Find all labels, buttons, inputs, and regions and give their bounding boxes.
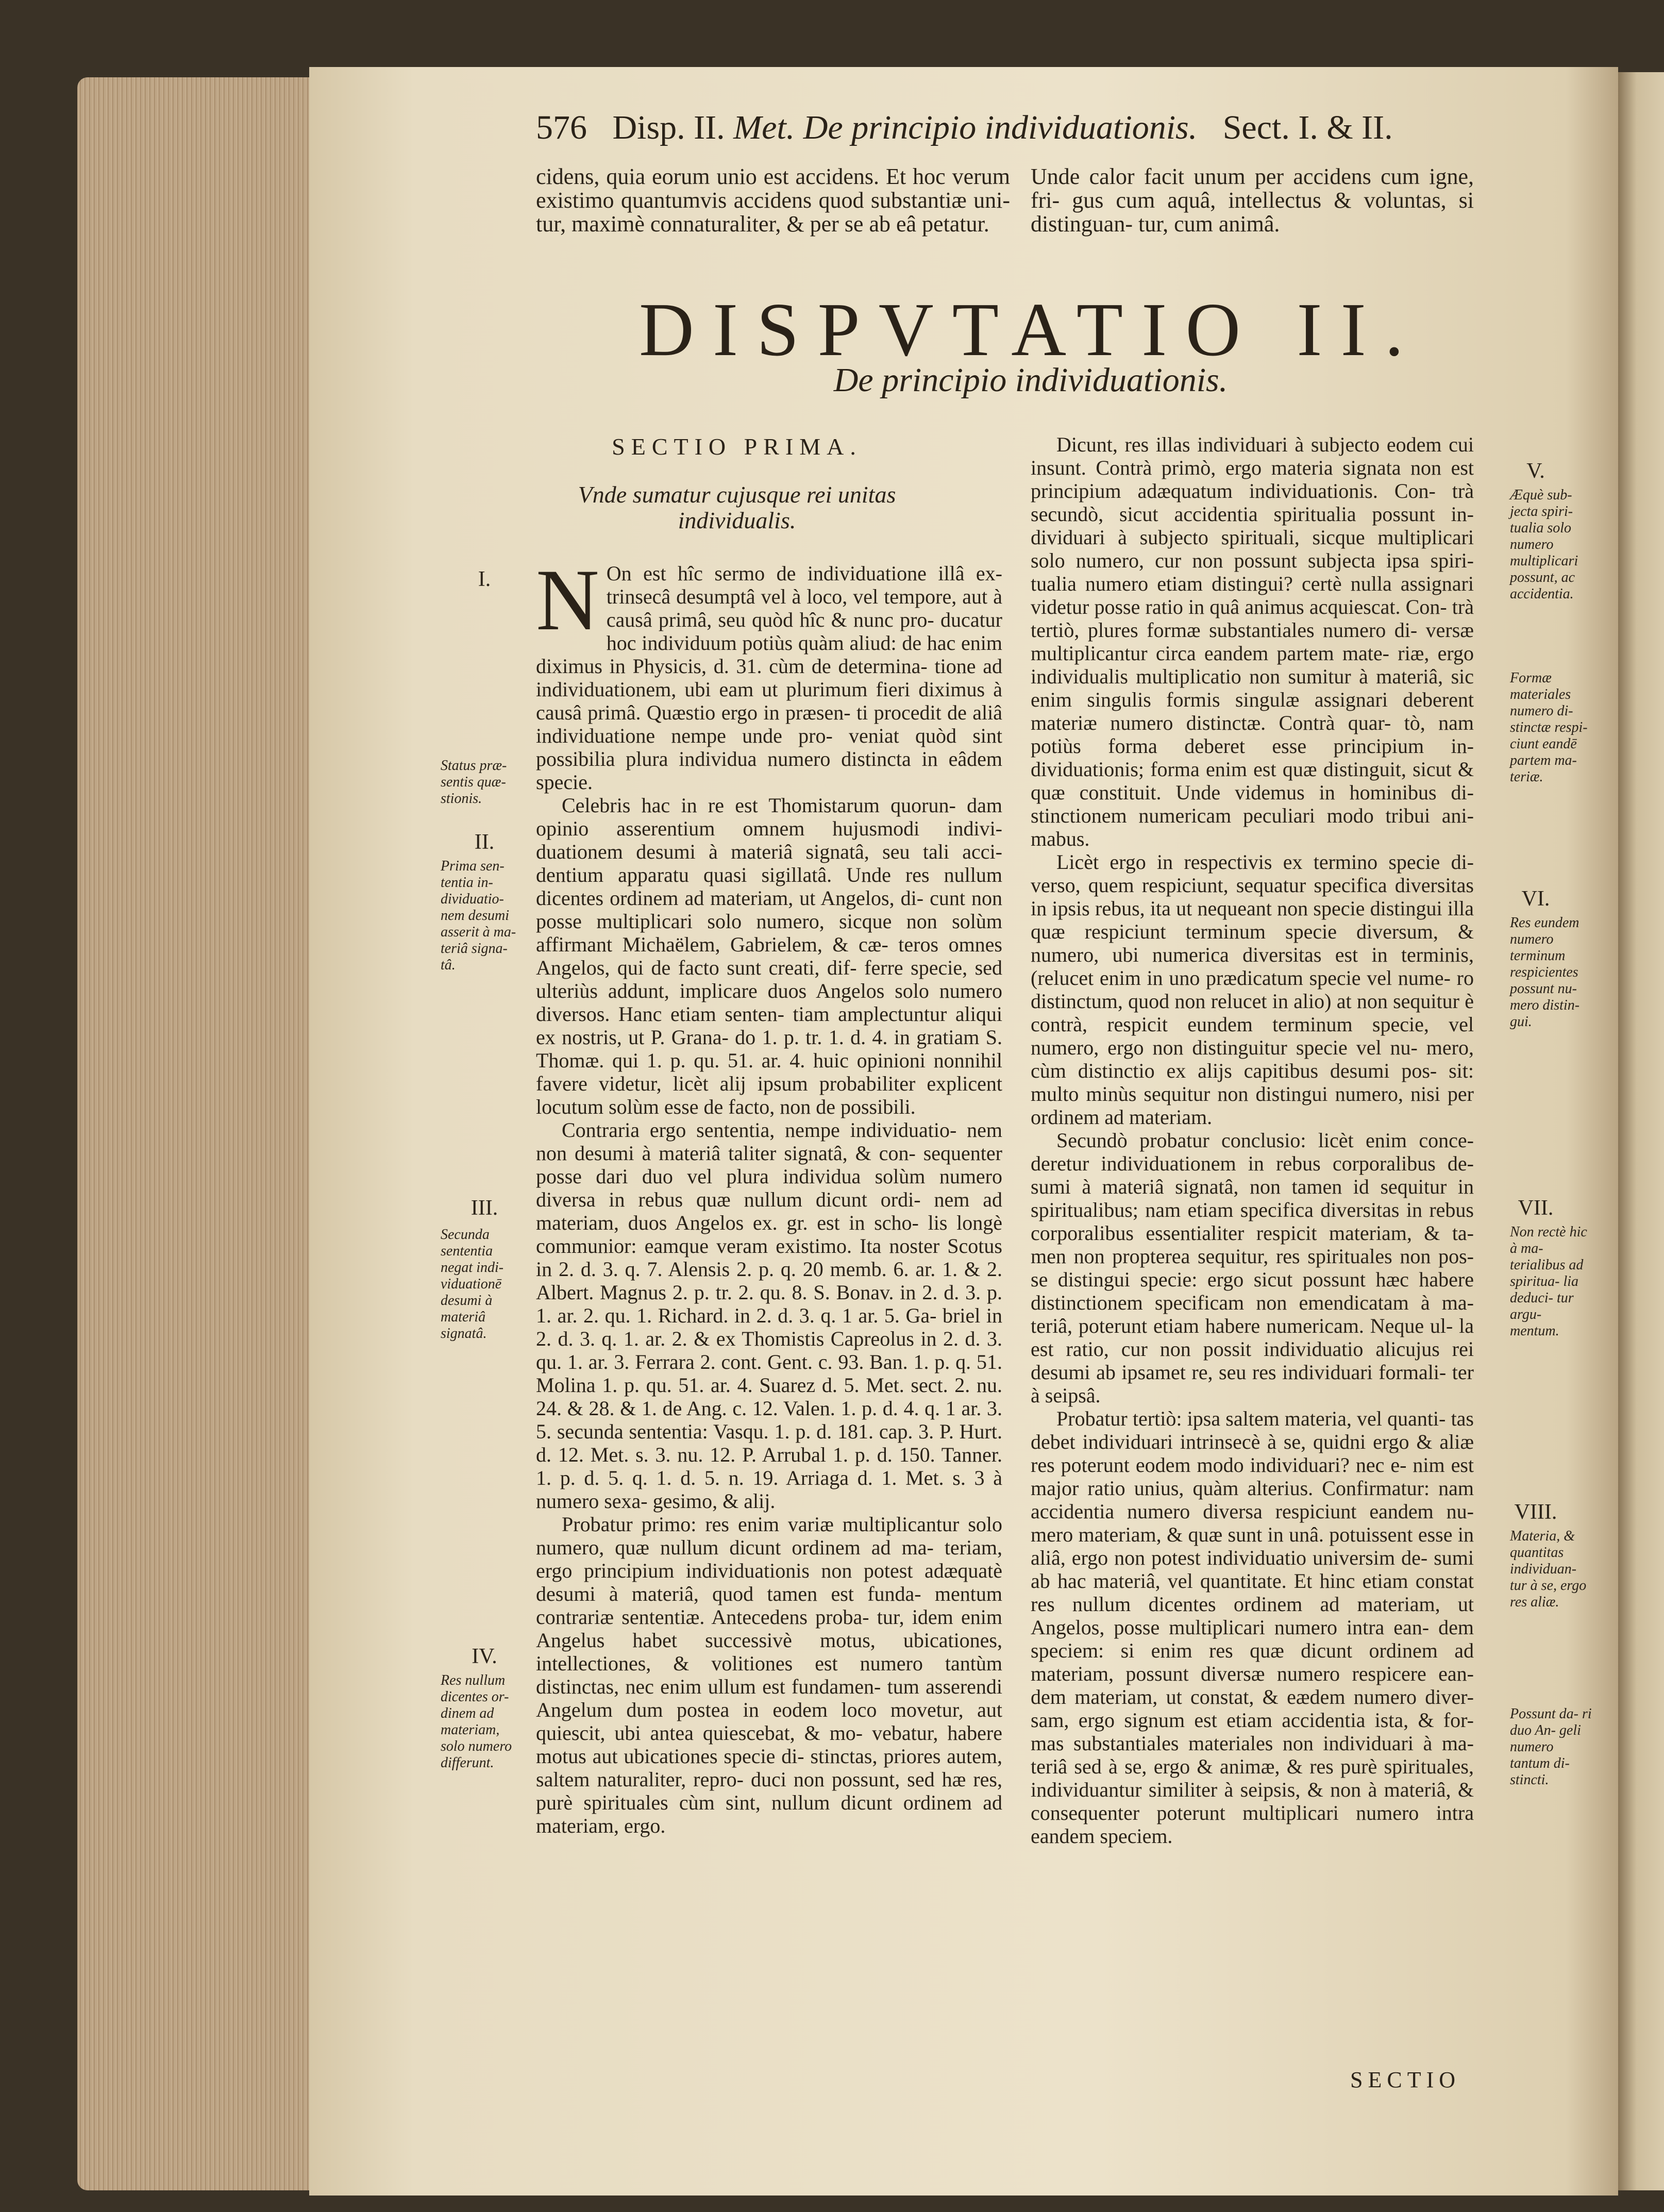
margin-number-2: II. xyxy=(474,830,495,854)
paragraph-5: Dicunt, res illas individuari à subjecto eodem cui insunt. Contrà primò, ergo materia signata non est principium adæquatum individuationis. Con- trà secundò, sicut accidentia spiritualia possunt in- dividuari à subjecto spirituali, sicque multiplicari solo numero, cur non possunt subjecta ipsa spiri- tualia numero etiam distingui? certè nulla assignari videtur posse ratio in quâ animus acquiescat. Con- trà tertiò, plures formæ substantiales numero di- versæ multiplicantur circa eandem partem mate- riæ, ergo individualis multiplicatio non sumitur à materiâ, sic enim singulis formis singulæ assignari deberent materiæ numero distinctæ. Contrà quar- tò, nam potiùs forma deberet esse principium in- dividuationis; forma enim est quæ distinguit, sicut & quæ constituit. Unde videmus in hominibus di- stinctionem numericam peculiari modo tribui ani- mabus. xyxy=(1031,433,1474,850)
disputation-subtitle: De principio individuationis. xyxy=(833,361,1228,399)
margin-note-possunt-dari: Possunt da- ri duo An- geli numero tantum di- stincti. xyxy=(1510,1706,1592,1788)
disputation-title: DISPVTATIO II. xyxy=(639,288,1422,372)
margin-note-materia-quantitas: Materia, & quantitas individuan- tur à se, ergo res aliæ. xyxy=(1510,1528,1587,1610)
header-met: Met. xyxy=(733,109,795,146)
header-title: De principio individuationis. xyxy=(803,109,1198,146)
left-text-column xyxy=(536,551,1002,1837)
paragraph-1 xyxy=(536,551,1002,794)
header-sect: Sect. I. & II. xyxy=(1222,109,1393,146)
margin-note-res-eundem: Res eundem numero terminum respicientes possunt nu- mero distin- gui. xyxy=(1510,915,1580,1030)
paragraph-3: Contraria ergo sententia, nempe individuatio- nem non desumi à materiâ taliter signatâ, & con- sequenter posse dari duo vel plura individua solùm numero diversa in rebus quæ nullum dicunt ordi- nem ad materiam, duos Angelos ex. gr. est in scho- lis longè communior: eamque veram existimo. Ita noster Scotus in 2. d. 3. q. 7. Alensis 2. p. q. 20 memb. 6. ar. 1. & 2. Albert. Magnus 2. p. tr. 2. qu. 8. S. Bonav. in 2. d. 3. p. 1. ar. 2. qu. 1. Richard. in 2. d. 3. q. 1 ar. 5. Ga- briel in 2. d. 3. q. 1. ar. 2. & ex Thomistis Capreolus in 2. d. 3. qu. 1. ar. 3. Ferrara 2. cont. Gent. c. 93. Ban. 1. p. q. 51. Molina 1. p. qu. 51. ar. 4. Suarez d. 5. Met. sect. 2. nu. 24. & 28. & 1. de Ang. c. 12. Valen. 1. p. d. 4. q. 1 ar. 3. 5. secunda sententia: Vasqu. 1. p. d. 181. cap. 3. P. Hurt. d. 12. Met. s. 3. nu. 12. P. Arrubal 1. p. d. 150. Tanner. 1. p. d. 5. q. 1. d. 5. n. 19. Arriaga d. 1. Met. s. 3 à numero sexa- gesimo, & alij. xyxy=(536,1118,1002,1513)
section-title: SECTIO PRIMA. xyxy=(612,433,862,460)
margin-number-6: VI. xyxy=(1521,887,1550,911)
paragraph-7: Secundò probatur conclusio: licèt enim conce- deretur individuationem in rebus corporalibus de- sumi à materiâ signatâ, non tamen id sequitur in spiritualibus; nam etiam specifica diversitas in rebus corporalibus essentialiter respicit materiam, & ta- men non propterea sequitur, res spirituales non pos- se distingui specie: ergo sicut possunt hæc habere distinctionem specificam non emendicatam à ma- teriâ, poterunt etiam habere numericam. Neque ul- la est ratio, cur non possit individuatio alicujus rei desumi ab ipsamet re, seu res individuari formali- ter à seipsâ. xyxy=(1031,1129,1474,1407)
section-question: Vnde sumatur cujusque rei unitas individualis. xyxy=(578,481,896,533)
margin-note-status: Status præ- sentis quæ- stionis. xyxy=(441,758,507,807)
margin-note-non-recte: Non rectè hic à ma- terialibus ad spiritua- lia deduci- tur argu- mentum. xyxy=(1510,1224,1587,1339)
margin-note-secunda-sententia: Secunda sententia negat indi- viduationē desumi à materiâ signatâ. xyxy=(441,1227,504,1342)
margin-number-8: VIII. xyxy=(1514,1500,1557,1524)
book-fore-edge xyxy=(77,77,320,2190)
drop-cap: N xyxy=(536,551,599,648)
margin-number-7: VII. xyxy=(1518,1196,1554,1220)
margin-note-aeque-subjecta: Æquè sub- jecta spiri- tualia solo numero multiplicari possunt, ac accidentia. xyxy=(1510,487,1578,602)
margin-note-res-nullum: Res nullum dicentes or- dinem ad materiam, solo numero differunt. xyxy=(441,1672,512,1771)
margin-number-3: III. xyxy=(470,1196,498,1220)
paragraph-2: Celebris hac in re est Thomistarum quorun- dam opinio asserentium omnem hujusmodi indivi- duationem desumi à materiâ signatâ, seu tali acci- dentium apparatu quasi sigillatâ. Unde res nullum dicentes ordinem ad materiam, ut Angelos, di- cunt non posse multiplicari solo numero, sicque non solùm affirmant Michaëlem, Gabrielem, & cæ- teros omnes Angelos, qui de facto sunt creati, dif- ferre specie, sed ulteriùs addunt, implicare duos Angelos solo numero diversos. Hanc etiam senten- tiam amplectuntur aliqui ex nostris, ut P. Grana- do 1. p. tr. 1. d. 4. in gratiam S. Thomæ. qui 1. p. qu. 51. ar. 4. huic opinioni nonnihil favere videtur, licèt alij ipsum probabiliter explicent locutum solùm esse de facto, non de possibili. xyxy=(536,794,1002,1118)
margin-number-4: IV. xyxy=(472,1645,497,1668)
paragraph-4: Probatur primo: res enim variæ multiplicantur solo numero, quæ nullum dicunt ordinem ad ma- teriam, ergo principium individuationis non potest adæquatè desumi à materiâ, quod tamen est funda- mentum contrariæ sententiæ. Antecedens proba- tur, idem enim Angelus habet successivè motus, ubicationes, intellectiones, & volitiones est numero tantùm distinctas, nec enim ullum est fundamen- tum asserendi Angelum dum postea in eodem loco movetur, aut quiescit, ubi antea quiescebat, & mo- vebatur, habere motus aut ubicationes specie di- stinctas, priores autem, saltem naturaliter, repro- duci non possunt, sed hæ res, purè spirituales cùm sint, nullum dicunt ordinem ad materiam, ergo. xyxy=(536,1513,1002,1837)
margin-number-5: V. xyxy=(1526,459,1545,483)
running-header xyxy=(536,108,1393,147)
header-disp: Disp. II. xyxy=(612,109,725,146)
top-right-continuation: Unde calor facit unum per accidens cum igne, fri- gus cum aquâ, intellectus & voluntas, si distinguan- tur, cum animâ. xyxy=(1031,164,1474,237)
margin-note-formae-materiales: Formæ materiales numero di- stinctæ respi- ciunt eandē partem ma- teriæ. xyxy=(1510,670,1588,785)
catchword: SECTIO xyxy=(1350,2067,1460,2092)
page-number: 576 xyxy=(536,109,587,146)
margin-number-1: I. xyxy=(478,567,491,591)
paragraph-6: Licèt ergo in respectivis ex termino specie di- verso, quem respiciunt, sequatur specifica diversitas in ipsis rebus, ita ut nequeant non specie distingui illa quæ respiciunt terminum specie diversum, & numero, ubi numerica diversitas est in terminis, (relucet enim in uno prædicatum specie vel nume- ro distinctum, quod non relucet in alio) at non sequitur è contrà, respicit eundem terminum specie, vel numero, ergo non distinguitur specie vel nu- mero, cùm distinctio ex alijs capitibus desumi pos- sit: multo minùs sequitur non distingui numero, nisi per ordinem ad materiam. xyxy=(1031,850,1474,1129)
adjacent-page-edge xyxy=(1618,72,1664,2190)
margin-note-prima-sententia: Prima sen- tentia in- dividuatio- nem desumi asserit à ma- teriâ signa- tâ. xyxy=(441,858,516,973)
top-left-continuation: cidens, quia eorum unio est accidens. Et hoc verum existimo quantumvis accidens quod substantiæ uni- tur, maximè connaturaliter, & per se ab eâ petatur. xyxy=(536,164,1010,237)
paragraph-8: Probatur tertiò: ipsa saltem materia, vel quanti- tas debet individuari intrinsecè à se, quidni ergo & aliæ res poterunt eodem modo individuari? nec e- nim est major ratio unius, quàm alterius. Confirmatur: nam accidentia numero diversa respiciunt eandem nu- mero materiam, & quæ sunt in unâ. potuissent esse in aliâ, ergo non potest individuatio universim de- sumi ab hac materiâ, vel quantitate. Et hinc etiam constat res nullum dicentes ordinem ad materiam, ut Angelos, posse multiplicari numero intra ean- dem speciem: si enim res quæ dicunt ordinem ad materiam, possunt diversæ numero respicere ean- dem materiam, ut constat, & eædem numero diver- sam, ergo signum est etiam accidentia ista, & for- mas substantiales materiales non individuari à ma- teriâ sed à se, ergo & animæ, & res purè spirituales, individuantur similiter à seipsis, & non à materiâ, & consequenter poterunt multiplicari numero intra eandem speciem. xyxy=(1031,1407,1474,1848)
paragraph-1-text: On est hîc sermo de individuatione illâ ex- trinsecâ desumptâ vel à loco, vel tempore, aut à causâ primâ, seu quòd hîc & nunc pro- ducatur hoc individuum potiùs quàm aliud: de hac enim diximus in Physicis, d. 31. cùm de determina- tione ad individuationem, ubi eam ut plurimum fieri diximus à causâ primâ. Quæstio ergo in præsen- ti procedit de aliâ individuatione nempe unde pro- veniat quòd sint possibilia plura individua numero distincta in eâdem specie. xyxy=(536,562,1002,794)
right-text-column xyxy=(1031,433,1474,1848)
